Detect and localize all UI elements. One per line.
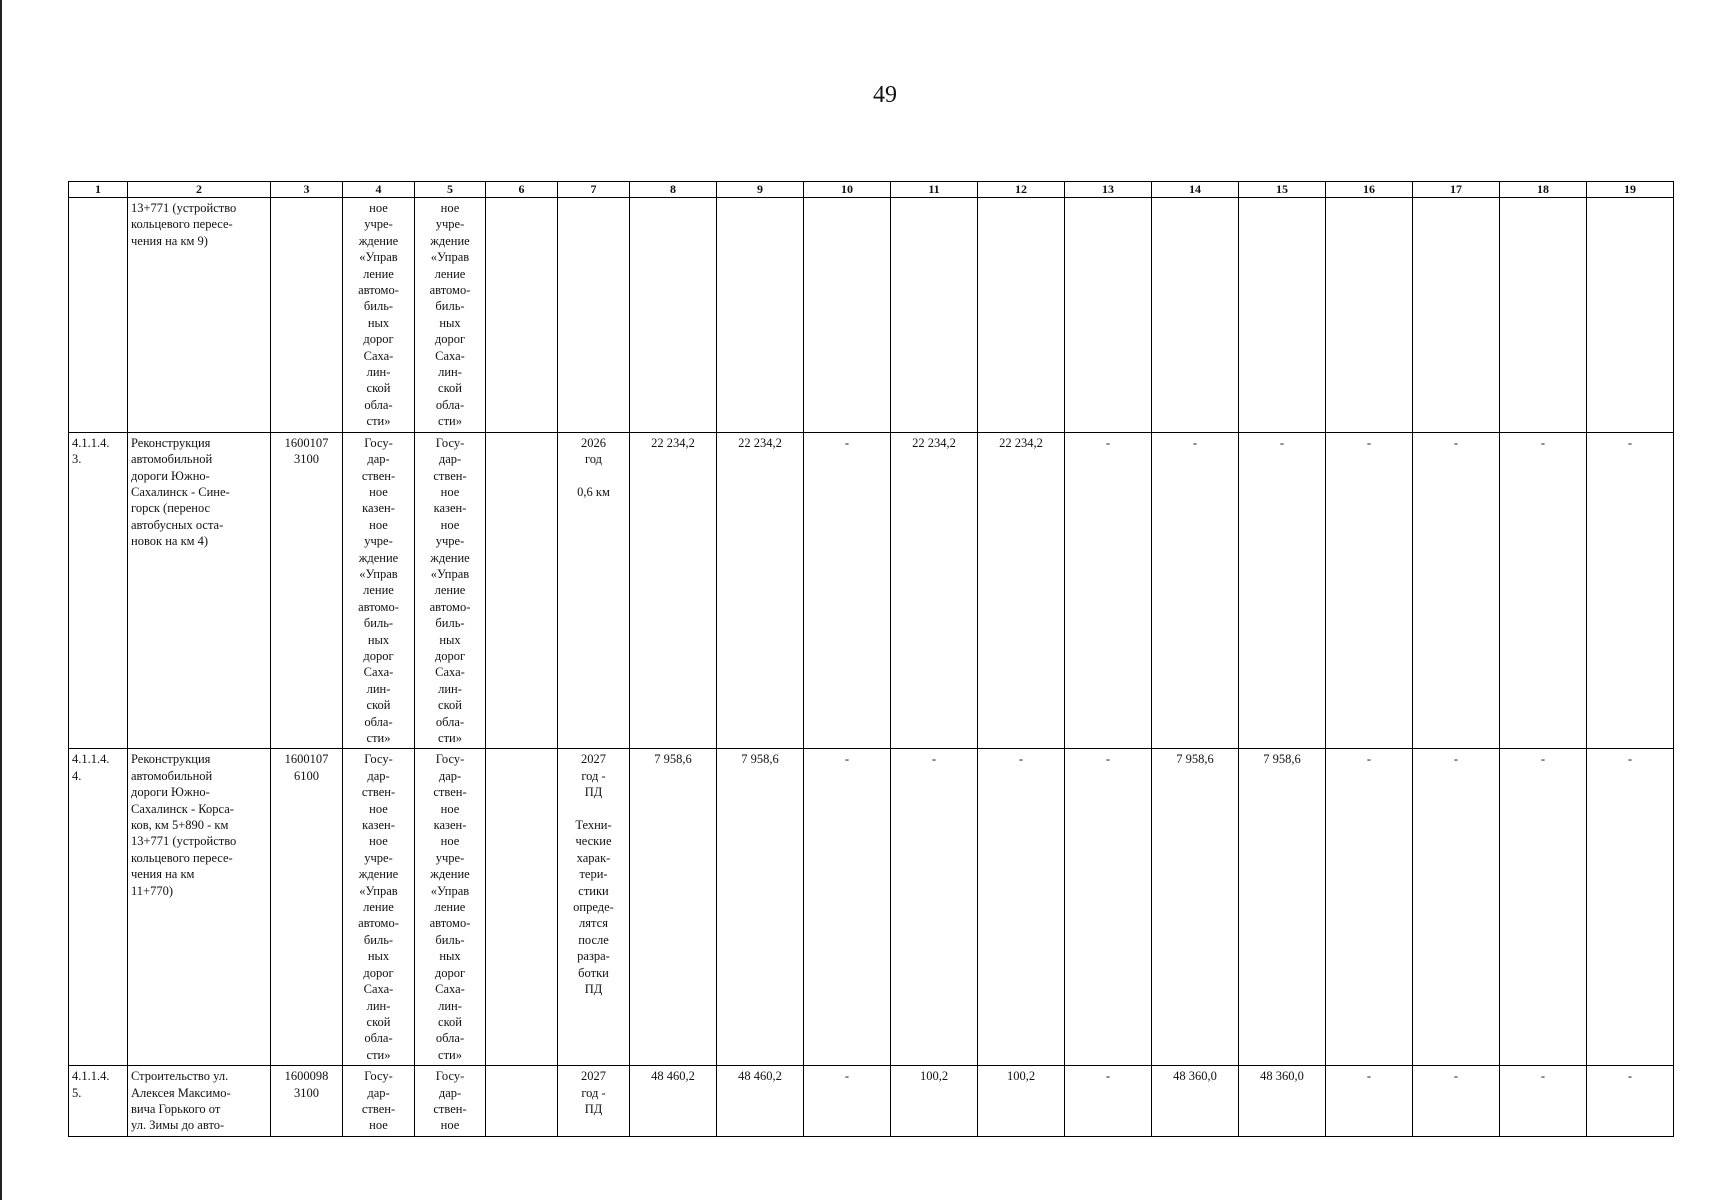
table-cell-col-15: - (1239, 432, 1326, 749)
table-cell-col-18: - (1500, 1066, 1587, 1137)
table-cell-col-16 (1326, 198, 1413, 433)
table-row (69, 1066, 1674, 1137)
table-cell-col-10: - (804, 749, 891, 1066)
table-cell-col-11: - (891, 749, 978, 1066)
table-cell-col-5: Госу- дар- ствен- ное казен- ное учре- ждение «Управ ление автомо- биль- ных дорог Саха- лин- ской обла- сти» (415, 432, 486, 749)
column-header-19: 19 (1587, 182, 1674, 198)
table-cell-col-17 (1413, 198, 1500, 433)
table-cell-col-7: 2027 год - ПД Техни- ческие харак- тери- стики опреде- лятся после разра- ботки ПД (558, 749, 630, 1066)
table-cell-col-2: Реконструкция автомобильной дороги Южно- Сахалинск - Корса- ков, км 5+890 - км 13+771 (устройство кольцевого пересе- чения на км 11+770) (128, 749, 271, 1066)
column-header-13: 13 (1065, 182, 1152, 198)
table-row (69, 432, 1674, 749)
table-cell-col-10 (804, 198, 891, 433)
table-cell-col-6 (486, 198, 558, 433)
table-cell-col-19: - (1587, 749, 1674, 1066)
table-cell-col-3 (271, 198, 343, 433)
table-cell-col-18 (1500, 198, 1587, 433)
table-cell-col-10: - (804, 432, 891, 749)
table-cell-col-5: Госу- дар- ствен- ное (415, 1066, 486, 1137)
column-header-2: 2 (128, 182, 271, 198)
table-cell-col-10: - (804, 1066, 891, 1137)
column-header-7: 7 (558, 182, 630, 198)
column-header-6: 6 (486, 182, 558, 198)
table-cell-col-9: 22 234,2 (717, 432, 804, 749)
header-row (69, 182, 1674, 198)
table-cell-col-15: 7 958,6 (1239, 749, 1326, 1066)
column-header-8: 8 (630, 182, 717, 198)
table-cell-col-2: Реконструкция автомобильной дороги Южно- Сахалинск - Сине- горск (перенос автобусных оста- новок на км 4) (128, 432, 271, 749)
budget-table (68, 181, 1674, 1137)
table-cell-col-8: 22 234,2 (630, 432, 717, 749)
table-cell-col-17: - (1413, 749, 1500, 1066)
table-cell-col-13: - (1065, 432, 1152, 749)
table-row (69, 749, 1674, 1066)
table-cell-col-9 (717, 198, 804, 433)
table-cell-col-13 (1065, 198, 1152, 433)
column-header-18: 18 (1500, 182, 1587, 198)
table-cell-col-18: - (1500, 432, 1587, 749)
table-cell-col-1: 4.1.1.4. 5. (69, 1066, 128, 1137)
table-row (69, 198, 1674, 433)
table-cell-col-6 (486, 749, 558, 1066)
column-header-16: 16 (1326, 182, 1413, 198)
table-cell-col-19: - (1587, 432, 1674, 749)
table-cell-col-15: 48 360,0 (1239, 1066, 1326, 1137)
table-cell-col-12: - (978, 749, 1065, 1066)
table-cell-col-1 (69, 198, 128, 433)
table-cell-col-7 (558, 198, 630, 433)
column-header-5: 5 (415, 182, 486, 198)
table-cell-col-14: 48 360,0 (1152, 1066, 1239, 1137)
table-cell-col-13: - (1065, 1066, 1152, 1137)
table-cell-col-3: 1600098 3100 (271, 1066, 343, 1137)
table-cell-col-2: 13+771 (устройство кольцевого пересе- чения на км 9) (128, 198, 271, 433)
table-cell-col-8: 7 958,6 (630, 749, 717, 1066)
table-cell-col-6 (486, 1066, 558, 1137)
table-cell-col-14: - (1152, 432, 1239, 749)
table-cell-col-2: Строительство ул. Алексея Максимо- вича Горького от ул. Зимы до авто- (128, 1066, 271, 1137)
table-cell-col-16: - (1326, 1066, 1413, 1137)
table-cell-col-4: Госу- дар- ствен- ное казен- ное учре- ждение «Управ ление автомо- биль- ных дорог Саха- лин- ской обла- сти» (343, 749, 415, 1066)
table-cell-col-11: 22 234,2 (891, 432, 978, 749)
table-cell-col-14: 7 958,6 (1152, 749, 1239, 1066)
table-cell-col-4: ное учре- ждение «Управ ление автомо- биль- ных дорог Саха- лин- ской обла- сти» (343, 198, 415, 433)
page-number: 49 (873, 82, 897, 108)
table-cell-col-3: 1600107 6100 (271, 749, 343, 1066)
table-cell-col-7: 2027 год - ПД (558, 1066, 630, 1137)
table-cell-col-4: Госу- дар- ствен- ное казен- ное учре- ждение «Управ ление автомо- биль- ных дорог Саха- лин- ской обла- сти» (343, 432, 415, 749)
table-cell-col-19 (1587, 198, 1674, 433)
left-margin-line (0, 0, 2, 1200)
table-cell-col-11: 100,2 (891, 1066, 978, 1137)
table-cell-col-11 (891, 198, 978, 433)
table-cell-col-15 (1239, 198, 1326, 433)
column-header-12: 12 (978, 182, 1065, 198)
table-cell-col-4: Госу- дар- ствен- ное (343, 1066, 415, 1137)
table-cell-col-1: 4.1.1.4. 3. (69, 432, 128, 749)
table-cell-col-7: 2026 год 0,6 км (558, 432, 630, 749)
table-cell-col-12: 22 234,2 (978, 432, 1065, 749)
table-cell-col-5: ное учре- ждение «Управ ление автомо- биль- ных дорог Саха- лин- ской обла- сти» (415, 198, 486, 433)
table-cell-col-19: - (1587, 1066, 1674, 1137)
table-cell-col-9: 48 460,2 (717, 1066, 804, 1137)
table-cell-col-8: 48 460,2 (630, 1066, 717, 1137)
table-cell-col-14 (1152, 198, 1239, 433)
table-cell-col-9: 7 958,6 (717, 749, 804, 1066)
column-header-14: 14 (1152, 182, 1239, 198)
column-header-10: 10 (804, 182, 891, 198)
table-cell-col-1: 4.1.1.4. 4. (69, 749, 128, 1066)
table-cell-col-17: - (1413, 1066, 1500, 1137)
column-header-9: 9 (717, 182, 804, 198)
column-header-15: 15 (1239, 182, 1326, 198)
table-cell-col-16: - (1326, 432, 1413, 749)
table-cell-col-6 (486, 432, 558, 749)
table-cell-col-17: - (1413, 432, 1500, 749)
table-cell-col-5: Госу- дар- ствен- ное казен- ное учре- ждение «Управ ление автомо- биль- ных дорог Саха- лин- ской обла- сти» (415, 749, 486, 1066)
table-cell-col-12: 100,2 (978, 1066, 1065, 1137)
table-cell-col-12 (978, 198, 1065, 433)
column-header-1: 1 (69, 182, 128, 198)
table-cell-col-8 (630, 198, 717, 433)
table-cell-col-3: 1600107 3100 (271, 432, 343, 749)
column-header-11: 11 (891, 182, 978, 198)
column-header-17: 17 (1413, 182, 1500, 198)
table-cell-col-18: - (1500, 749, 1587, 1066)
column-header-3: 3 (271, 182, 343, 198)
table-cell-col-16: - (1326, 749, 1413, 1066)
table-cell-col-13: - (1065, 749, 1152, 1066)
column-header-4: 4 (343, 182, 415, 198)
